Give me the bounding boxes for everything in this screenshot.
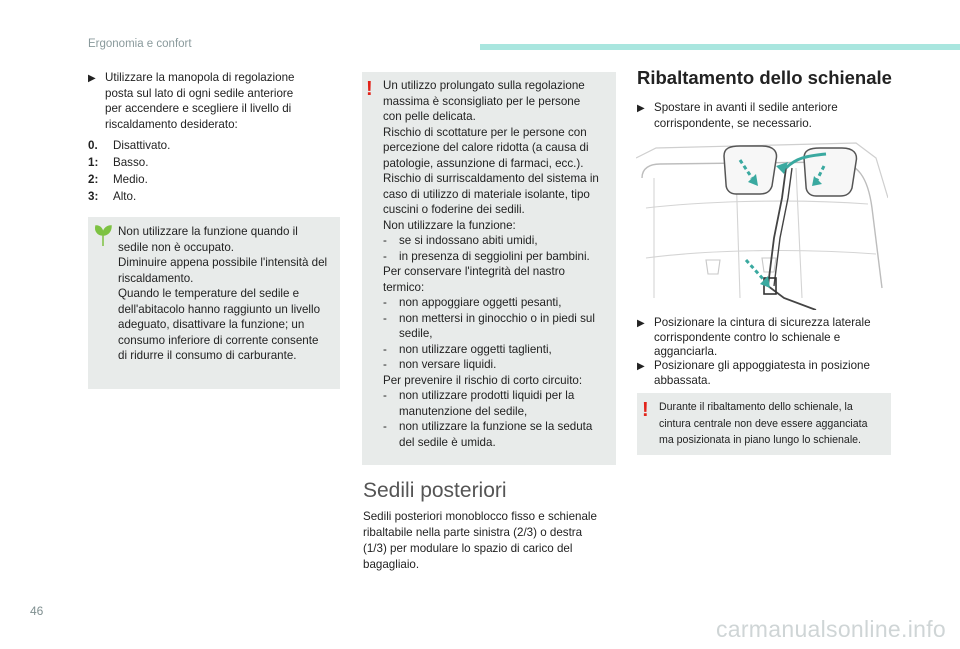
warning-line: Rischio di scottature per le persone con <box>383 125 587 139</box>
warning-line: cintura centrale non deve essere agganciata <box>659 417 868 430</box>
warning-line: Durante il ribaltamento dello schienale, la <box>659 401 853 413</box>
eco-note-line: Quando le temperature del sedile e <box>118 287 300 300</box>
level-row: 3: Alto. <box>88 190 137 203</box>
warning-line: Rischio di surriscaldamento del sistema in <box>383 172 599 185</box>
warning-line: caso di utilizzo di materiale isolante, tipo <box>383 187 590 201</box>
warning-line: patologie, assunzione di farmaci, ecc.). <box>383 156 584 170</box>
warning-line: Per prevenire il rischio di corto circuito: <box>383 373 583 387</box>
eco-note-line: adeguato, disattivare la funzione; un <box>118 318 305 331</box>
level-row: 2: Medio. <box>88 173 148 186</box>
level-row: 1: Basso. <box>88 156 149 169</box>
fold-warning-box <box>637 393 891 455</box>
intro-line: Utilizzare la manopola di regolazione <box>105 71 295 84</box>
heating-levels <box>88 137 338 205</box>
intro-line: posta sul lato di ogni sedile anteriore <box>105 86 294 100</box>
rear-seats-text: Sedili posteriori monoblocco fisso e schienale ribaltabile nella parte sinistra (2/3) o destra (1/3) per modulare lo spazio di carico del bagagliaio. <box>363 510 597 571</box>
warning-line: massima è sconsigliato per le persone <box>383 94 581 108</box>
eco-note-line: dell'abitacolo hanno raggiunto un livello <box>118 302 321 316</box>
list-item: - non utilizzare prodotti liquidi per la manutenzione del sedile, <box>383 389 575 418</box>
warning-line: Non utilizzare la funzione: <box>383 218 516 232</box>
eco-note-line: sedile non è occupato. <box>118 240 235 254</box>
eco-note-line: consumo inferiore di corrente consente <box>118 333 319 347</box>
eco-note-box <box>88 217 340 389</box>
page-number: 46 <box>30 604 44 618</box>
heating-warning-box <box>362 72 616 465</box>
list-item: - non utilizzare la funzione se la seduta del sedile è umida. <box>383 420 593 449</box>
step-3: ▶ Posizionare gli appoggiatesta in posizione abbassata. <box>637 359 870 387</box>
step-1: ▶ Spostare in avanti il sedile anteriore corrispondente, se necessario. <box>637 101 838 130</box>
list-item: - non utilizzare oggetti taglienti, <box>383 342 552 356</box>
fold-backrest-title: Ribaltamento dello schienale <box>637 67 892 88</box>
eco-note-line: Non utilizzare la funzione quando il <box>118 225 298 238</box>
rear-seats-title: Sedili posteriori <box>363 479 507 502</box>
warning-line: Un utilizzo prolungato sulla regolazione <box>383 79 585 92</box>
bullet-arrow-icon: ▶ <box>637 361 645 372</box>
col1-intro <box>88 70 338 132</box>
header-accent-bar <box>480 44 960 50</box>
bullet-arrow-icon: ▶ <box>637 103 645 114</box>
bullet-arrow-icon: ▶ <box>88 73 96 84</box>
warning-line: Per conservare l'integrità del nastro <box>383 265 566 278</box>
eco-note-line: di ridurre il consumo di carburante. <box>118 349 297 362</box>
list-item: - non appoggiare oggetti pesanti, <box>383 296 562 309</box>
intro-line: per accendere e scegliere il livello di <box>105 102 292 115</box>
warning-icon: ! <box>366 78 373 100</box>
step-2: ▶ Posizionare la cintura di sicurezza laterale corrispondente contro lo schienale e agganciarla. <box>637 316 871 358</box>
warning-line: ma posizionata in piano lungo lo schienale. <box>659 434 862 446</box>
eco-leaf-icon <box>94 225 112 247</box>
list-item: - non mettersi in ginocchio o in piedi sul sedile, <box>383 311 595 340</box>
list-item: - non versare liquidi. <box>383 358 497 371</box>
warning-line: cuscini o foderine dei sedili. <box>383 203 525 216</box>
rear-seat-illustration <box>636 138 888 310</box>
list-item: - in presenza di seggiolini per bambini. <box>383 249 590 263</box>
warning-line: percezione del calore ridotta (a causa di <box>383 141 589 154</box>
warning-line: con pelle delicata. <box>383 110 476 123</box>
eco-note-line: riscaldamento. <box>118 271 194 285</box>
list-item: - se si indossano abiti umidi, <box>383 234 538 247</box>
bullet-arrow-icon: ▶ <box>637 318 645 329</box>
intro-line: riscaldamento desiderato: <box>105 117 238 131</box>
level-row: 0. Disattivato. <box>88 139 171 152</box>
warning-icon: ! <box>642 399 649 421</box>
section-header: Ergonomia e confort <box>88 38 192 50</box>
warning-line: termico: <box>383 280 425 294</box>
watermark: carmanualsonline.info <box>715 616 946 642</box>
eco-note-line: Diminuire appena possibile l'intensità del <box>118 256 328 269</box>
